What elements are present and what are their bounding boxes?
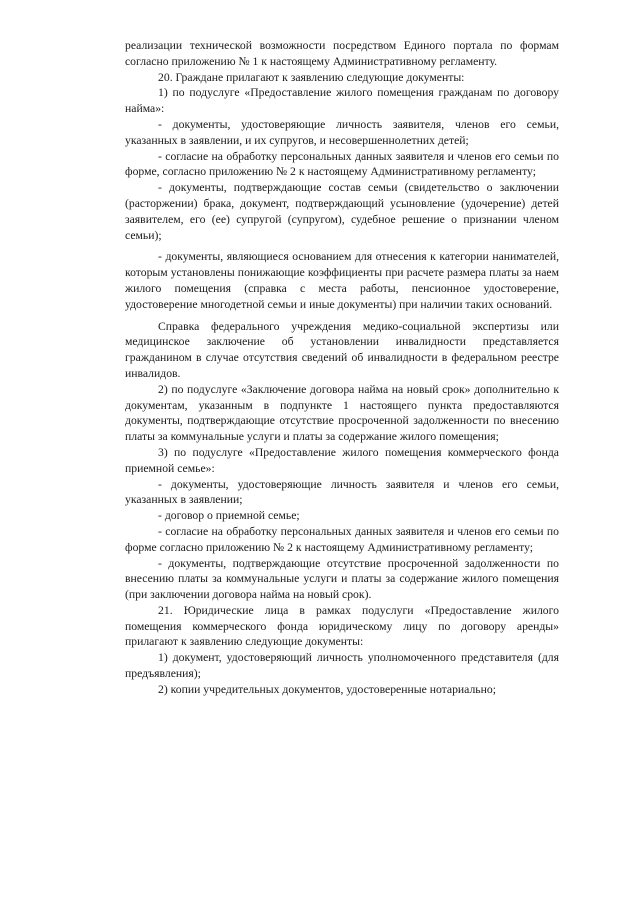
list-item-foster-contract: - договор о приемной семье; — [158, 509, 300, 523]
paragraph-item-20: 20. Граждане прилагают к заявлению следующие документы: — [158, 70, 465, 84]
list-item-consent-foster: - согласие на обработку персональных данных заявителя и членов его семьи по форме согласно приложению № 2 к настоящему Административному регламенту; — [125, 524, 559, 554]
paragraph-subitem-2: 2) по подуслуге «Заключение договора найма на новый срок» дополнительно к документам, указанным в подпункте 1 настоящего пункта предоставляются документы, подтверждающие отсутствие просроченной задолженности по внесению платы за коммунальные услуги и платы за содержание жилого помещения; — [125, 382, 559, 444]
list-item-category-docs: - документы, являющиеся основанием для отнесения к категории нанимателей, которым установлены понижающие коэффициенты при расчете размера платы за наем жилого помещения (справка с места работы, пенсионное удостоверение, удостоверение многодетной семьи и иные документы) при наличии таких оснований. — [125, 250, 559, 311]
list-item-identity-docs-foster: - документы, удостоверяющие личность заявителя и членов его семьи, указанных в заявлении; — [125, 477, 559, 507]
list-item-no-debt: - документы, подтверждающие отсутствие просроченной задолженности по внесению платы за коммунальные услуги и платы за содержание жилого помещения (при заключении договора найма на новый срок). — [125, 556, 559, 602]
paragraph-continuation: реализации технической возможности посредством Единого портала по формам согласно приложению № 1 к настоящему Административному регламенту. — [125, 39, 559, 68]
paragraph-item-21: 21. Юридические лица в рамках подуслуги «Предоставление жилого помещения коммерческого фонда юридическому лицу по договору аренды» прилагают к заявлению следующие документы: — [125, 603, 559, 649]
paragraph-legal-subitem-1: 1) документ, удостоверяющий личность уполномоченного представителя (для предъявления); — [125, 651, 559, 681]
list-item-identity-docs: - документы, удостоверяющие личность заявителя, членов его семьи, указанных в заявлении, и их супругов, и несовершеннолетних детей; — [125, 117, 559, 147]
list-item-family-composition: - документы, подтверждающие состав семьи (свидетельство о заключении (расторжении) брака, документ, подтверждающий усыновление (удочерение) детей заявителем, его (ее) супругой (супругом), судебное решение о признании членом семьи); — [125, 181, 559, 242]
paragraph-disability-certificate: Справка федерального учреждения медико-социальной экспертизы или медицинское заключение об установлении инвалидности представляется гражданином в случае отсутствия сведений об инвалидности в федеральном реестре инвалидов. — [125, 319, 559, 380]
document-body — [125, 38, 559, 698]
paragraph-legal-subitem-2: 2) копии учредительных документов, удостоверенные нотариально; — [158, 682, 496, 696]
paragraph-subitem-3: 3) по подуслуге «Предоставление жилого помещения коммерческого фонда приемной семье»: — [125, 445, 559, 475]
list-item-consent: - согласие на обработку персональных данных заявителя и членов его семьи по форме, согласно приложению № 2 к настоящему Административному регламенту; — [125, 149, 559, 179]
paragraph-subitem-1: 1) по подуслуге «Предоставление жилого помещения гражданам по договору найма»: — [125, 86, 559, 116]
